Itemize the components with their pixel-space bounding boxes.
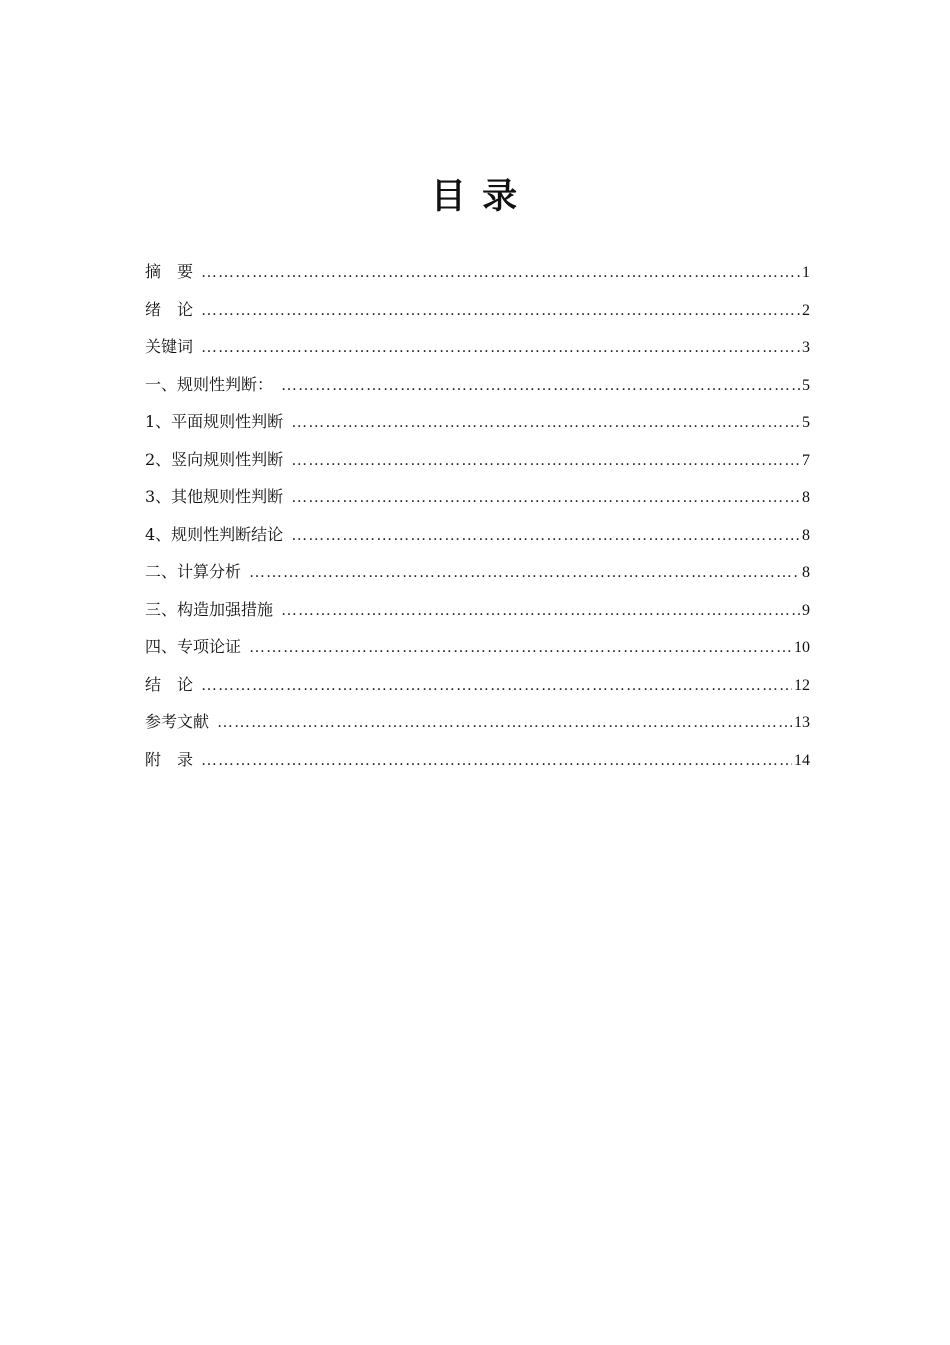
toc-entry[interactable] (145, 591, 810, 629)
toc-entry-label: 一、规则性判断： (145, 374, 274, 394)
toc-entry[interactable] (145, 328, 810, 366)
toc-entry-label: 绪 论 (145, 299, 194, 319)
toc-entry[interactable] (145, 253, 810, 291)
toc-entry-page: 14 (794, 751, 810, 769)
toc-entry-page: 8 (802, 564, 810, 581)
toc-dot-leader (217, 704, 792, 741)
toc-entry-label: 参考文献 (145, 712, 210, 731)
toc-entry[interactable] (145, 478, 810, 516)
toc-dot-leader (201, 292, 800, 329)
toc-dot-leader (201, 742, 792, 779)
toc-entry-label: 2、竖向规则性判断 (145, 449, 284, 469)
toc-entry-label: 结 论 (145, 674, 194, 694)
toc-entry[interactable] (145, 741, 810, 779)
toc-entry-label: 摘 要 (145, 262, 194, 281)
toc-entry-label: 四、专项论证 (145, 637, 242, 656)
toc-dot-leader (281, 592, 800, 629)
toc-entry-page: 13 (794, 714, 810, 731)
toc-entry[interactable] (145, 703, 810, 741)
toc-dot-leader (291, 442, 800, 479)
toc-entry-label: 3、其他规则性判断 (145, 487, 284, 506)
toc-entry[interactable] (145, 291, 810, 329)
toc-entry-label: 4、规则性判断结论 (145, 524, 284, 544)
toc-entry-label: 附 录 (145, 749, 194, 769)
toc-dot-leader (201, 254, 800, 291)
toc-dot-leader (249, 629, 792, 666)
toc-dot-leader (201, 329, 800, 366)
toc-entry-label: 三、构造加强措施 (145, 599, 274, 619)
table-of-contents (145, 253, 810, 778)
toc-entry-label: 1、平面规则性判断 (145, 412, 284, 431)
toc-entry-page: 5 (802, 414, 810, 431)
toc-entry-page: 10 (794, 639, 810, 656)
toc-dot-leader (291, 404, 800, 441)
toc-dot-leader (249, 554, 800, 591)
toc-entry-page: 3 (802, 339, 810, 356)
toc-entry-page: 2 (802, 301, 810, 319)
toc-entry[interactable] (145, 366, 810, 404)
toc-entry-label: 关键词 (145, 337, 194, 356)
toc-entry-page: 7 (802, 451, 810, 469)
toc-entry-page: 12 (794, 676, 810, 694)
toc-entry[interactable] (145, 666, 810, 704)
toc-dot-leader (281, 367, 800, 404)
toc-entry[interactable] (145, 553, 810, 591)
toc-entry[interactable] (145, 628, 810, 666)
toc-entry-page: 5 (802, 376, 810, 394)
toc-entry-label: 二、计算分析 (145, 562, 242, 581)
toc-entry-page: 9 (802, 601, 810, 619)
toc-entry[interactable] (145, 516, 810, 554)
toc-entry[interactable] (145, 441, 810, 479)
toc-entry[interactable] (145, 403, 810, 441)
page-title: 目 录 (430, 177, 520, 217)
toc-entry-page: 8 (802, 526, 810, 544)
toc-dot-leader (201, 667, 792, 704)
toc-dot-leader (291, 517, 800, 554)
toc-entry-page: 8 (802, 489, 810, 506)
toc-entry-page: 1 (802, 264, 810, 281)
toc-dot-leader (291, 479, 800, 516)
